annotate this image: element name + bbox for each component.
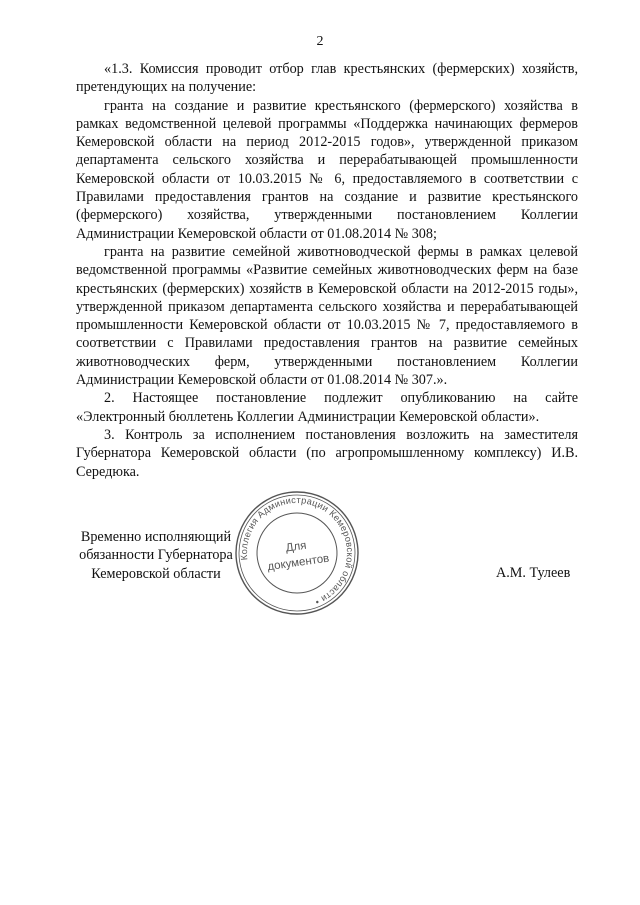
paragraph-1-3: «1.3. Комиссия проводит отбор глав крестьянских (фермерских) хозяйств, претендующих на получение: (76, 61, 578, 96)
position-line-3: Кемеровской области (91, 565, 221, 582)
paragraph-grant-farm: гранта на создание и развитие крестьянского (фермерского) хозяйства в рамках ведомственной целевой программы «Поддержка начинающих фермеров Кемеровской области на период 2012-2015 годов», утвержденной приказом департамента сельского хозяйства и перерабатывающей промышленности Кемеровской области от 10.03.2015 № 6, предоставляемого в соответствии с Правилами предоставления грантов на создание и развитие крестьянского (фермерского) хозяйства, утвержденными постановлением Коллегии Администрации Кемеровской области от 01.08.2014 № 308; (76, 97, 578, 242)
svg-text:документов: документов (266, 552, 331, 574)
paragraph-2-publication: 2. Настоящее постановление подлежит опубликованию на сайте «Электронный бюллетень Коллегии Администрации Кемеровской области». (76, 390, 578, 425)
official-seal-stamp (232, 488, 362, 618)
signer-position (76, 528, 236, 583)
page-number: 2 (316, 34, 324, 49)
document-body (76, 60, 578, 481)
svg-text:Коллегия Администрации Кемеров: Коллегия Администрации Кемеровской области • (238, 494, 356, 608)
position-line-1: Временно исполняющий (80, 529, 232, 545)
svg-text:Для: Для (285, 539, 308, 555)
signer-name: А.М. Тулеев (496, 565, 571, 581)
paragraph-3-control: 3. Контроль за исполнением постановления возложить на заместителя Губернатора Кемеровской области (по агропромышленному комплексу) И.В. Середюка. (76, 426, 578, 480)
position-line-2: обязанности Губернатора (79, 547, 233, 564)
paragraph-grant-family-farm: гранта на развитие семейной животноводческой фермы в рамках целевой ведомственной программы «Развитие семейных животноводческих ферм на базе крестьянских (фермерских) хозяйств в Кемеровской области на 2012-2015 годы», утвержденной приказом департамента сельского хозяйства и перерабатывающей промышленности Кемеровской области от 10.03.2015 № 7, предоставляемого в соответствии с Правилами предоставления грантов на развитие семейных животноводческих ферм, утвержденными постановлением Коллегии Администрации Кемеровской области от 01.08.2014 № 307.». (76, 243, 578, 389)
